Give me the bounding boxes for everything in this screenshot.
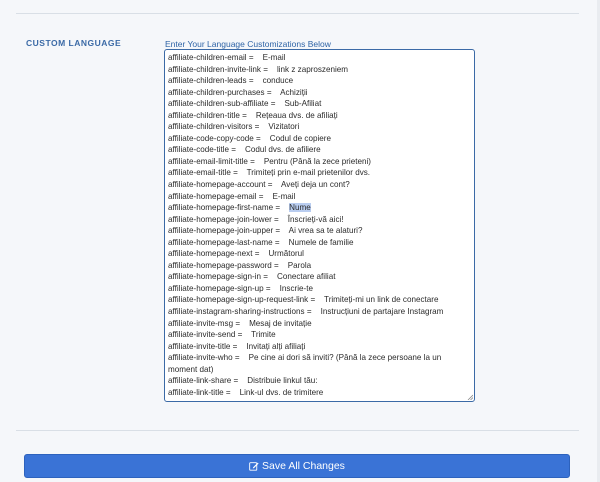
customization-line: affiliate-children-invite-link = link z zaproszeniem: [168, 64, 349, 74]
customization-value: Mesaj de invitație: [249, 318, 312, 328]
customization-value: Codul dvs. de afiliere: [245, 145, 321, 155]
customization-key: affiliate-link-share: [168, 376, 232, 386]
edit-icon: [249, 461, 259, 471]
customization-line: affiliate-homepage-account = Aveți deja un cont?: [168, 180, 350, 190]
customization-key: affiliate-children-title: [168, 110, 240, 120]
customization-line: affiliate-homepage-join-upper = Ai vrea sa te alaturi?: [168, 226, 363, 236]
customization-value: Invitați alți afiliați: [246, 341, 306, 351]
section-label: CUSTOM LANGUAGE: [26, 38, 122, 48]
customization-line: affiliate-instagram-sharing-instructions = Instrucțiuni de partajare Instagram: [168, 307, 444, 317]
resize-handle-icon[interactable]: [467, 394, 473, 400]
customization-line: affiliate-invite-who = Pe cine ai dori să inviti? (Până la zece persoane la un moment dat): [168, 353, 444, 374]
customization-value: Conectare afiliat: [276, 272, 336, 282]
customization-line: affiliate-homepage-next = Următorul: [168, 249, 304, 259]
customization-value: Numele de familie: [288, 237, 354, 247]
customization-value: Inscrie-te: [279, 283, 313, 293]
customization-key: affiliate-homepage-join-upper: [168, 226, 274, 236]
customization-line: affiliate-homepage-sign-in = Conectare afiliat: [168, 272, 336, 282]
customization-value: Parola: [287, 260, 312, 270]
customization-line: affiliate-homepage-last-name = Numele de familie: [168, 237, 354, 247]
customization-key: affiliate-children-leads: [168, 76, 247, 86]
top-divider: [16, 13, 579, 14]
customization-key: affiliate-children-visitors: [168, 122, 253, 132]
customization-value: Nume: [289, 203, 311, 213]
customization-key: affiliate-children-purchases: [168, 87, 265, 97]
customization-line: affiliate-children-title = Rețeaua dvs. de afiliați: [168, 110, 338, 120]
customization-key: affiliate-instagram-sharing-instructions: [168, 307, 305, 317]
customization-line: affiliate-code-copy-code = Codul de copiere: [168, 133, 331, 143]
customization-value: Achiziții: [280, 87, 308, 97]
customization-key: affiliate-homepage-sign-in: [168, 272, 261, 282]
customization-line: affiliate-homepage-email = E-mail: [168, 191, 296, 201]
customization-value: conduce: [262, 76, 294, 86]
customization-key: affiliate-invite-who: [168, 353, 233, 363]
customization-key: affiliate-invite-title: [168, 341, 231, 351]
bottom-divider: [16, 430, 579, 431]
customization-value: Trimiteți prin e-mail prietenilor dvs.: [246, 168, 371, 178]
customization-line: affiliate-children-email = E-mail: [168, 53, 286, 62]
custom-language-textarea[interactable]: [164, 49, 475, 402]
customization-value: Trimiteți-mi un link de conectare: [324, 295, 439, 305]
customization-key: affiliate-homepage-sign-up: [168, 283, 264, 293]
customization-key: affiliate-children-sub-affiliate: [168, 99, 269, 109]
customization-line: affiliate-homepage-first-name = Nume: [168, 203, 311, 213]
save-button-label: Save All Changes: [262, 460, 345, 472]
customization-key: affiliate-homepage-email: [168, 191, 257, 201]
customization-line: affiliate-link-share = Distribuie linkul tău:: [168, 376, 318, 386]
customization-value: Codul de copiere: [269, 133, 331, 143]
customization-value: Instrucțiuni de partajare Instagram: [320, 307, 444, 317]
customization-key: affiliate-email-title: [168, 168, 231, 178]
textarea-hint: Enter Your Language Customizations Below: [165, 39, 331, 49]
customization-key: affiliate-invite-msg: [168, 318, 234, 328]
customization-key: affiliate-code-copy-code: [168, 133, 254, 143]
customization-value: Următorul: [268, 249, 304, 259]
customization-key: affiliate-homepage-first-name: [168, 203, 274, 213]
customization-value: Pe cine ai dori să inviti? (Până la zece persoane la un moment dat): [168, 353, 444, 374]
customization-key: affiliate-link-title: [168, 387, 224, 397]
customization-key: affiliate-code-title: [168, 145, 230, 155]
customization-value: Sub-Afiliat: [284, 99, 322, 109]
customization-key: affiliate-homepage-last-name: [168, 237, 273, 247]
customization-key: affiliate-homepage-join-lower: [168, 214, 272, 224]
save-all-changes-button[interactable]: [24, 454, 570, 478]
customization-line: affiliate-email-title = Trimiteți prin e-mail prietenilor dvs.: [168, 168, 371, 178]
customization-key: affiliate-children-invite-link: [168, 64, 261, 74]
customization-line: affiliate-children-purchases = Achiziții: [168, 87, 308, 97]
customization-line: affiliate-homepage-sign-up-request-link = Trimiteți-mi un link de conectare: [168, 295, 439, 305]
customization-line: affiliate-homepage-join-lower = Înscrieți-vă aici!: [168, 214, 344, 224]
customization-value: Înscrieți-vă aici!: [287, 214, 344, 224]
customization-value: Pentru (Până la zece prieteni): [263, 156, 371, 166]
customization-line: affiliate-invite-msg = Mesaj de invitație: [168, 318, 312, 328]
customization-key: affiliate-homepage-sign-up-request-link: [168, 295, 309, 305]
customization-key: affiliate-homepage-next: [168, 249, 253, 259]
customization-value: E-mail: [262, 53, 286, 62]
customization-line: affiliate-invite-title = Invitați alți afiliați: [168, 341, 306, 351]
customization-value: Aveți deja un cont?: [281, 180, 350, 190]
customization-line: affiliate-homepage-sign-up = Inscrie-te: [168, 283, 313, 293]
customization-value: E-mail: [272, 191, 296, 201]
customization-line: affiliate-email-limit-title = Pentru (Până la zece prieteni): [168, 156, 371, 166]
customization-line: affiliate-link-title = Link-ul dvs. de trimitere: [168, 387, 324, 397]
customization-key: affiliate-homepage-account: [168, 180, 266, 190]
customization-value: Ai vrea sa te alaturi?: [288, 226, 363, 236]
customization-line: affiliate-code-title = Codul dvs. de afiliere: [168, 145, 321, 155]
customization-value: Distribuie linkul tău:: [247, 376, 318, 386]
customization-line: affiliate-homepage-password = Parola: [168, 260, 312, 270]
customization-line: affiliate-invite-send = Trimite: [168, 330, 276, 340]
customization-line: affiliate-children-sub-affiliate = Sub-Afiliat: [168, 99, 322, 109]
customization-line: affiliate-children-visitors = Vizitatori: [168, 122, 300, 132]
customization-value: Vizitatori: [268, 122, 300, 132]
customization-key: affiliate-children-email: [168, 53, 247, 62]
customization-value: Rețeaua dvs. de afiliați: [255, 110, 338, 120]
customization-value: link z zaproszeniem: [276, 64, 349, 74]
customization-key: affiliate-homepage-password: [168, 260, 272, 270]
customization-key: affiliate-invite-send: [168, 330, 236, 340]
customization-value: Link-ul dvs. de trimitere: [239, 387, 324, 397]
customization-key: affiliate-email-limit-title: [168, 156, 248, 166]
customization-line: affiliate-children-leads = conduce: [168, 76, 294, 86]
customization-value: Trimite: [251, 330, 276, 340]
